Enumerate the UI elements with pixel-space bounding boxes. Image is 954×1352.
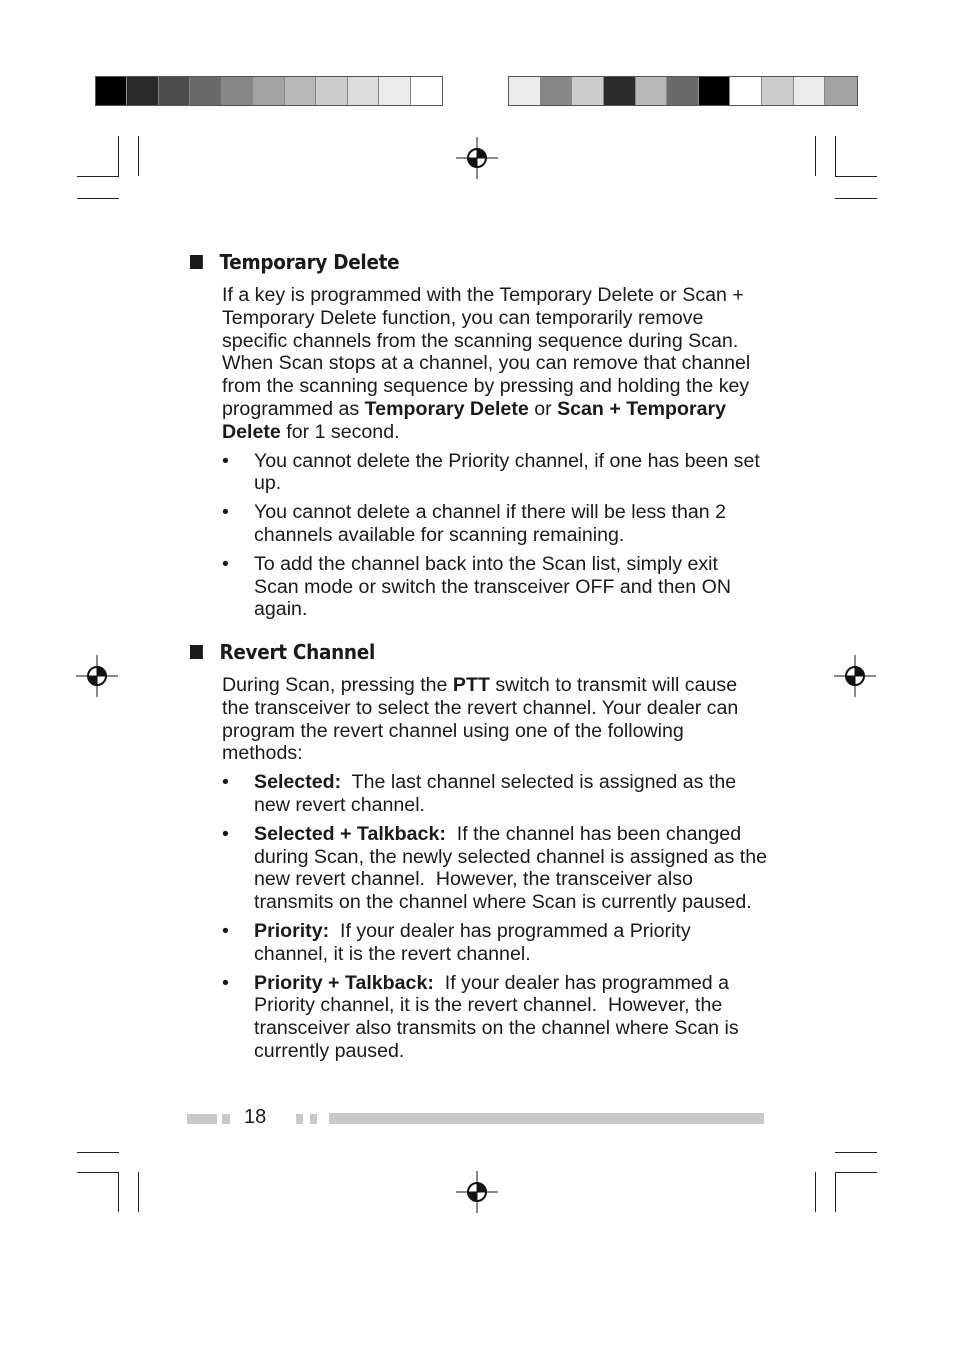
list-item-text: To add the channel back into the Scan list, simply exit Scan mode or switch the transceiver OFF and then ON again. bbox=[254, 552, 731, 621]
bullet-icon: • bbox=[222, 971, 229, 994]
color-swatch bbox=[604, 77, 636, 105]
page-number: 18 bbox=[244, 1106, 267, 1128]
section-temporary-delete bbox=[190, 250, 770, 627]
bullet-icon: • bbox=[222, 771, 229, 794]
square-bullet-icon bbox=[190, 255, 203, 269]
section-heading bbox=[190, 250, 724, 274]
square-bullet-icon bbox=[190, 645, 203, 659]
list-item-text: If your dealer has programmed a Priority channel, it is the revert channel. bbox=[254, 919, 697, 965]
color-swatch bbox=[316, 77, 347, 105]
bullet-icon: • bbox=[222, 501, 229, 524]
color-swatch bbox=[667, 77, 699, 105]
text-run: or bbox=[528, 397, 558, 420]
color-swatch bbox=[348, 77, 379, 105]
color-strip-left bbox=[95, 76, 443, 106]
bold-run: Scan + Temporary Delete bbox=[222, 397, 727, 443]
color-swatch bbox=[127, 77, 158, 105]
heading-text: Revert Channel bbox=[219, 640, 375, 664]
color-swatch bbox=[253, 77, 284, 105]
text-run: switch to transmit will cause the transceiver to select the revert channel. Your dealer can program the revert channel using one of the following methods: bbox=[222, 674, 739, 765]
color-swatch bbox=[222, 77, 253, 105]
list-item-text: You cannot delete the Priority channel, if one has been set up. bbox=[254, 449, 760, 495]
footer-bar bbox=[310, 1114, 317, 1124]
bullet-icon: • bbox=[222, 552, 229, 575]
text-run: During Scan, pressing the bbox=[222, 674, 453, 696]
color-swatch bbox=[509, 77, 541, 105]
color-swatch bbox=[190, 77, 221, 105]
list-item bbox=[222, 771, 768, 817]
list-item-text: If your dealer has programmed a Priority channel, it is the revert channel. However, the transceiver also transmits on the channel where Scan is currently paused. bbox=[254, 971, 745, 1062]
footer-bar bbox=[296, 1114, 303, 1124]
color-swatch bbox=[825, 77, 857, 105]
item-label: Priority: bbox=[254, 919, 330, 942]
list-item bbox=[222, 553, 768, 621]
color-swatch bbox=[572, 77, 604, 105]
registration-mark-bottom-icon bbox=[456, 1171, 498, 1213]
color-swatch bbox=[794, 77, 826, 105]
color-swatch bbox=[96, 77, 127, 105]
registration-mark-left-icon bbox=[76, 655, 118, 697]
heading-text: Temporary Delete bbox=[219, 250, 400, 274]
paragraph bbox=[222, 674, 762, 765]
footer-bar bbox=[222, 1114, 230, 1124]
footer-bar bbox=[187, 1114, 217, 1124]
bullet-icon: • bbox=[222, 449, 229, 472]
bold-run: Temporary Delete bbox=[364, 397, 529, 420]
item-label: Priority + Talkback: bbox=[254, 971, 434, 994]
color-swatch bbox=[379, 77, 410, 105]
color-swatch bbox=[159, 77, 190, 105]
list-item-text: You cannot delete a channel if there will be less than 2 channels available for scanning remaining. bbox=[254, 501, 727, 546]
bullet-list bbox=[222, 450, 768, 622]
footer-bar bbox=[329, 1113, 764, 1124]
registration-mark-top-icon bbox=[456, 137, 498, 179]
list-item-text: If the channel has been changed during Scan, the newly selected channel is assigned as the new revert channel. However, the transceiver also transmits on the channel where Scan is currently paused. bbox=[254, 822, 773, 914]
list-item bbox=[222, 920, 768, 966]
list-item bbox=[222, 822, 773, 914]
color-swatch bbox=[541, 77, 573, 105]
paragraph bbox=[222, 284, 762, 444]
list-item-text: The last channel selected is assigned as the new revert channel. bbox=[254, 771, 742, 816]
color-swatch bbox=[636, 77, 668, 105]
item-label: Selected + Talkback: bbox=[254, 822, 446, 845]
color-swatch bbox=[730, 77, 762, 105]
text-run: If a key is programmed with the Temporary Delete or Scan + Temporary Delete function, you can temporarily remove specific channels from the scanning sequence during Scan. When Scan stops at a channel, you can remove that channel from the scanning sequence by pressing and holding the key programmed as bbox=[222, 284, 751, 420]
bullet-icon: • bbox=[222, 919, 229, 942]
list-item bbox=[222, 501, 768, 547]
bold-run: PTT bbox=[452, 674, 490, 696]
list-item bbox=[222, 450, 768, 496]
registration-mark-right-icon bbox=[834, 655, 876, 697]
color-strip-right bbox=[508, 76, 858, 106]
color-swatch bbox=[762, 77, 794, 105]
bullet-list bbox=[222, 771, 773, 1063]
section-revert-channel bbox=[190, 640, 773, 1069]
bullet-icon: • bbox=[222, 822, 229, 845]
color-swatch bbox=[285, 77, 316, 105]
color-swatch bbox=[699, 77, 731, 105]
section-heading bbox=[190, 640, 724, 664]
color-swatch bbox=[411, 77, 442, 105]
text-run: for 1 second. bbox=[280, 420, 400, 443]
item-label: Selected: bbox=[254, 771, 342, 794]
list-item bbox=[222, 972, 768, 1063]
